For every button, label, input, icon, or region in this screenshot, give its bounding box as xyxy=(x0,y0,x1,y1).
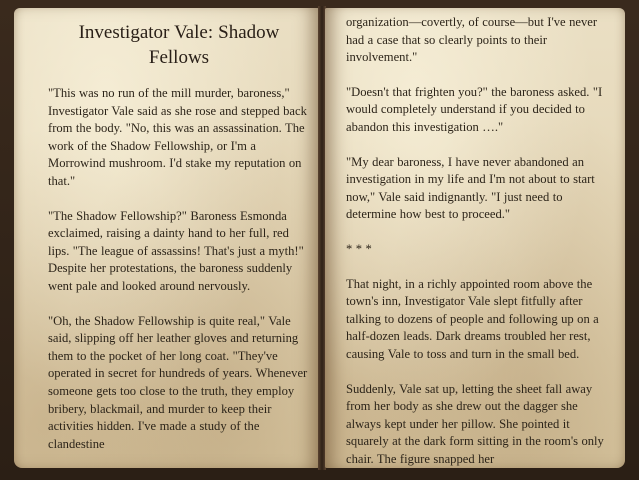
paragraph: "This was no run of the mill murder, baroness," Investigator Vale said as she rose and stepped back from the body. "No, this was an assassination. The work of the Shadow Fellowship, or I'm a Morrowind mushroom. I'd stake my reputation on that." xyxy=(48,86,307,188)
paragraph: "My dear baroness, I have never abandoned an investigation in my life and I'm not about to start now," Vale said indignantly. "I just need to determine how best to proceed." xyxy=(346,154,595,222)
paragraph: organization—covertly, of course—but I've never had a case that so clearly points to their involvement." xyxy=(346,15,598,65)
right-page-content xyxy=(346,14,611,468)
paragraph: "The Shadow Fellowship?" Baroness Esmonda exclaimed, raising a dainty hand to her full, red lips. "The league of assassins! That's just a myth!" Despite her protestations, the baroness suddenly went pale and looked around nervously. xyxy=(48,208,304,293)
book-title: Investigator Vale: Shadow Fellows xyxy=(78,22,280,68)
left-page xyxy=(14,8,319,468)
paragraph: "Doesn't that frighten you?" the baroness asked. "I would completely understand if you decided to abandon this investigation …." xyxy=(346,84,603,134)
left-page-content xyxy=(48,20,310,468)
section-break: * * * xyxy=(346,241,372,256)
paragraph: "Oh, the Shadow Fellowship is quite real," Vale said, slipping off her leather gloves and returning them to the pocket of her long coat. "They've operated in secret for hundreds of years. Whenever someone gets too close to the truth, they employ bribery, blackmail, and murder to keep their activities hidden. I've made a study of the clandestine xyxy=(48,313,308,451)
paragraph: Suddenly, Vale sat up, letting the sheet fall away from her body as she drew out the dagger she always kept under her pillow. She pointed it squarely at the dark form sitting in the room's only chair. The figure snapped her xyxy=(346,381,604,466)
paragraph: That night, in a richly appointed room above the town's inn, Investigator Vale slept fitfully after talking to dozens of people and following up on a half-dozen leads. Dark dreams troubled her rest, causing Vale to toss and turn in the small bed. xyxy=(346,276,599,361)
right-page xyxy=(325,8,625,468)
